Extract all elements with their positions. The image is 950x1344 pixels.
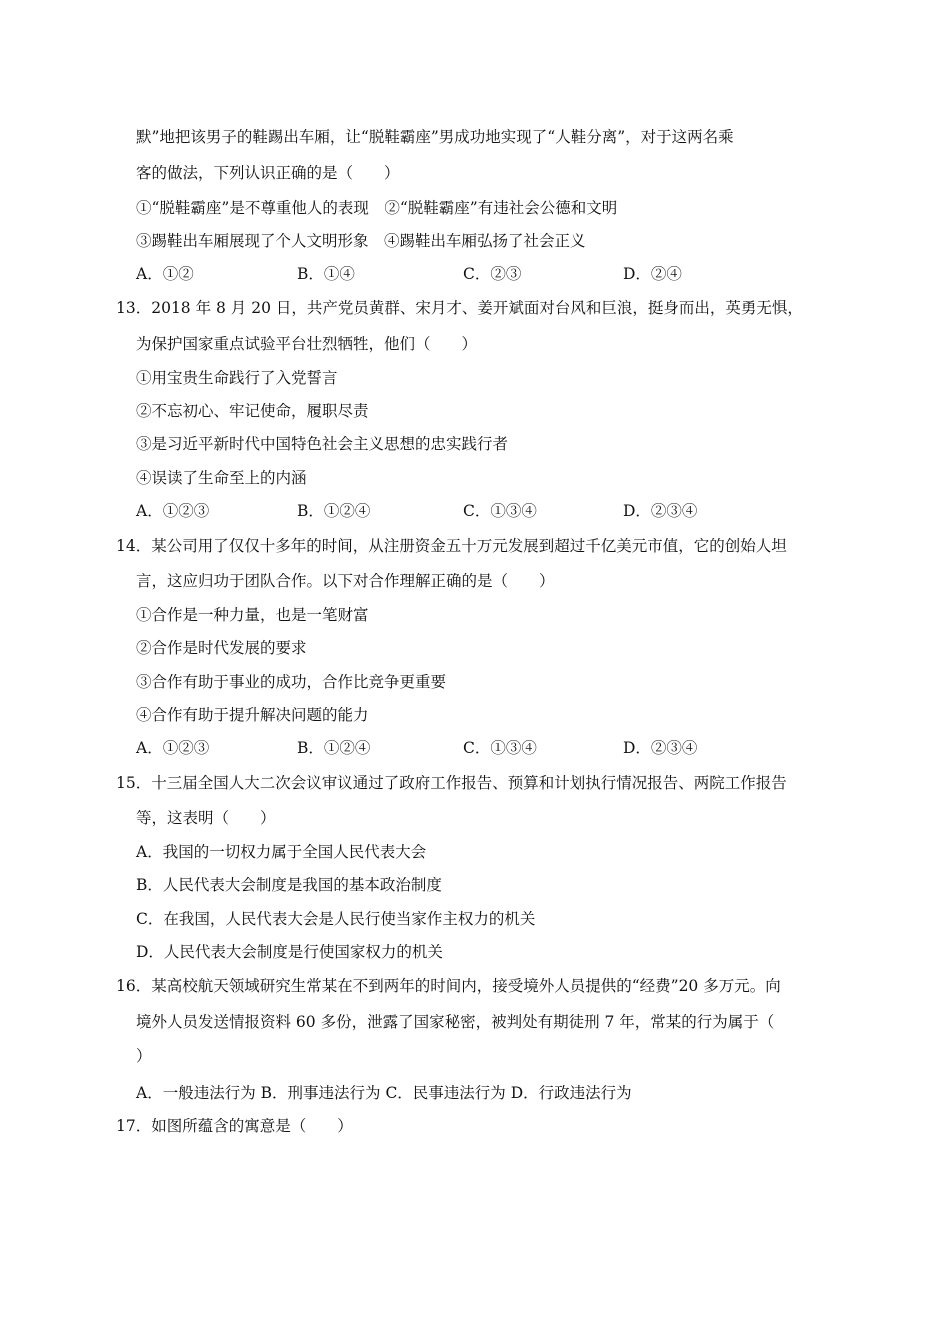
q14-statement-1: ①合作是一种力量，也是一笔财富: [136, 606, 369, 624]
q16-stem-line-3: ）: [136, 1047, 152, 1065]
q12-option-a: A．①②: [136, 265, 194, 283]
q15-stem-line-2: 等，这表明（ ）: [136, 809, 276, 827]
q12-option-d: D．②④: [623, 265, 682, 283]
q12-stem-line-2: 客的做法，下列认识正确的是（ ）: [136, 164, 400, 182]
q14-statement-3: ③合作有助于事业的成功，合作比竞争更重要: [136, 673, 447, 691]
q15-option-a: A．我国的一切权力属于全国人民代表大会: [136, 843, 427, 861]
q12-option-c: C．②③: [463, 265, 522, 283]
q14-option-d: D．②③④: [623, 739, 698, 757]
q12-statement-2: ③踢鞋出车厢展现了个人文明形象 ④踢鞋出车厢弘扬了社会正义: [136, 232, 586, 250]
q14-statement-4: ④合作有助于提升解决问题的能力: [136, 706, 369, 724]
q16-options: A．一般违法行为 B．刑事违法行为 C．民事违法行为 D．行政违法行为: [136, 1084, 632, 1102]
q14-stem-line-2: 言，这应归功于团队合作。以下对合作理解正确的是（ ）: [136, 572, 555, 590]
q16-stem-line-2: 境外人员发送情报资料 60 多份，泄露了国家秘密，被判处有期徒刑 7 年，常某的行为属于（: [136, 1013, 775, 1031]
q15-option-d: D．人民代表大会制度是行使国家权力的机关: [136, 943, 443, 961]
q15-option-c: C．在我国，人民代表大会是人民行使当家作主权力的机关: [136, 910, 536, 928]
q13-option-a: A．①②③: [136, 502, 210, 520]
q13-statement-4: ④误读了生命至上的内涵: [136, 469, 307, 487]
q14-statement-2: ②合作是时代发展的要求: [136, 639, 307, 657]
q17-stem-line-1: 17．如图所蕴含的寓意是（ ）: [116, 1117, 353, 1135]
q14-option-c: C．①③④: [463, 739, 537, 757]
q13-option-b: B．①②④: [297, 502, 371, 520]
q12-option-b: B．①④: [297, 265, 355, 283]
q13-stem-line-2: 为保护国家重点试验平台壮烈牺牲，他们（ ）: [136, 335, 478, 353]
q13-statement-3: ③是习近平新时代中国特色社会主义思想的忠实践行者: [136, 435, 509, 453]
q15-stem-line-1: 15．十三届全国人大二次会议审议通过了政府工作报告、预算和计划执行情况报告、两院工作报告: [116, 774, 787, 792]
q13-stem-line-1: 13．2018 年 8 月 20 日，共产党员黄群、宋月才、姜开斌面对台风和巨浪，挺身而出，英勇无惧，: [116, 299, 803, 317]
q13-statement-2: ②不忘初心、牢记使命，履职尽责: [136, 402, 369, 420]
q13-option-c: C．①③④: [463, 502, 537, 520]
q13-statement-1: ①用宝贵生命践行了入党誓言: [136, 369, 338, 387]
q14-stem-line-1: 14．某公司用了仅仅十多年的时间，从注册资金五十万元发展到超过千亿美元市值，它的创始人坦: [116, 537, 787, 555]
q14-option-b: B．①②④: [297, 739, 371, 757]
q16-stem-line-1: 16．某高校航天领域研究生常某在不到两年的时间内，接受境外人员提供的“经费”20 多万元。向: [116, 977, 781, 995]
q12-statement-1: ①“脱鞋霸座”是不尊重他人的表现 ②“脱鞋霸座”有违社会公德和文明: [136, 199, 618, 217]
q15-option-b: B．人民代表大会制度是我国的基本政治制度: [136, 876, 442, 894]
q14-option-a: A．①②③: [136, 739, 210, 757]
q12-stem-line-1: 默”地把该男子的鞋踢出车厢，让“脱鞋霸座”男成功地实现了“人鞋分离”，对于这两名乘: [136, 128, 734, 146]
q13-option-d: D．②③④: [623, 502, 698, 520]
